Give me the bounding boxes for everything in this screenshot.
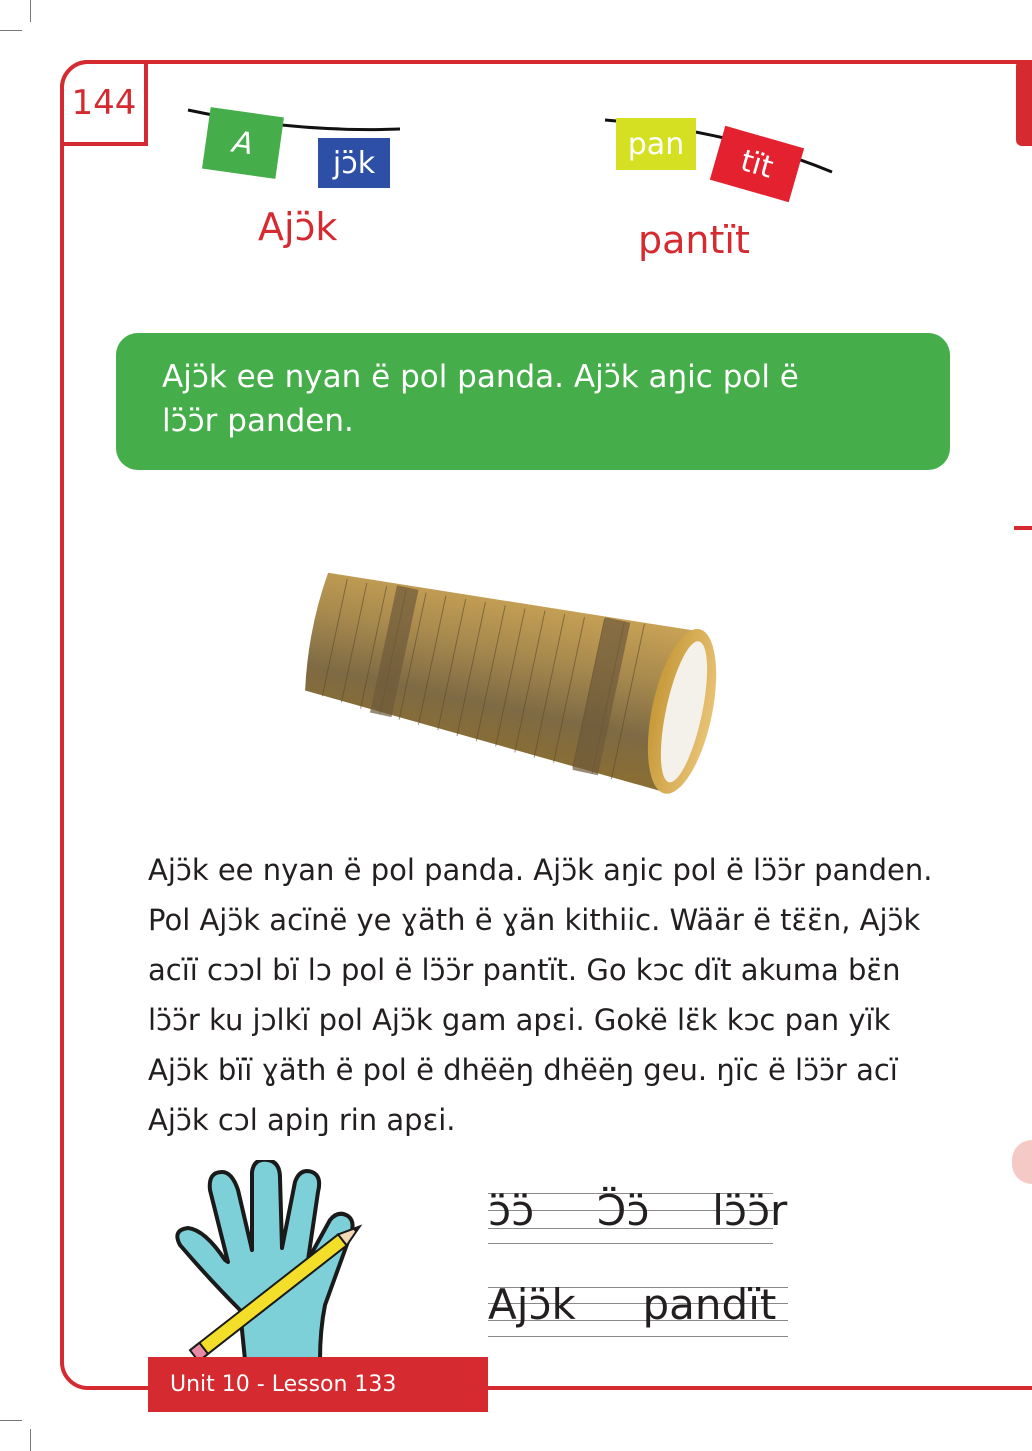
crop-mark (30, 0, 31, 22)
syllable-flag-pan (616, 118, 696, 170)
story-line: Ajɔ̈k cɔl apiŋ rin apɛi. (148, 1103, 456, 1137)
story-line: Ajɔ̈k ee nyan ë pol panda. Ajɔ̈k aŋic pol ë lɔ̈ɔ̈r panden. (148, 853, 933, 887)
practice-line-letters (488, 1186, 787, 1235)
syllable-text: A (230, 124, 256, 162)
syllable-text: jɔ̈k (332, 145, 376, 181)
lesson-footer (148, 1357, 488, 1412)
syllable-text: tït (736, 142, 778, 186)
syllable-flag-a (202, 107, 284, 179)
lesson-label: Unit 10 - Lesson 133 (170, 1372, 397, 1397)
highlight-line: lɔ̈ɔ̈r panden. (162, 403, 354, 439)
story-text (148, 845, 948, 1145)
story-line: Pol Ajɔ̈k acïnë ye ɣäth ë ɣän kithiic. Wäär ë tɛ̈ɛ̈n, Ajɔ̈k (148, 903, 921, 937)
page-number-box (60, 60, 148, 146)
word-pantit: pantït (638, 218, 750, 262)
crop-mark (0, 30, 22, 31)
guide-line (488, 1243, 773, 1244)
practice-line-words (488, 1280, 776, 1329)
syllable-flag-jok (318, 138, 390, 188)
practice-word: Ɔ̈ɔ̈ (596, 1186, 650, 1235)
practice-word: lɔ̈ɔ̈r (712, 1186, 788, 1235)
highlight-line: Ajɔ̈k ee nyan ë pol panda. Ajɔ̈k aŋic pol ë (162, 359, 799, 395)
drum-icon (290, 555, 750, 805)
hand-with-pencil-icon (170, 1160, 400, 1360)
practice-word: ɔ̈ɔ̈ (488, 1186, 535, 1235)
story-line: lɔ̈ɔ̈r ku jɔlkï pol Ajɔ̈k gam apɛi. Gokë lɛ̈k kɔc pan yïk (148, 1003, 891, 1037)
page-number: 144 (71, 83, 137, 123)
edge-tab-mark (1014, 526, 1032, 530)
crop-mark (30, 1429, 31, 1451)
word-ajok: Ajɔ̈k (258, 205, 338, 249)
practice-word: pandït (642, 1280, 777, 1329)
syllable-text: pan (627, 126, 685, 162)
edge-tab (1016, 60, 1032, 146)
guide-line (488, 1336, 788, 1337)
story-line: Ajɔ̈k bïï ɣäth ë pol ë dhëëŋ dhëëŋ geu. ŋïc ë lɔ̈ɔ̈r acï (148, 1053, 898, 1087)
practice-word: Ajɔ̈k (488, 1280, 576, 1329)
crop-mark (0, 1420, 22, 1421)
highlight-sentence-box (116, 333, 950, 470)
story-line: acïï cɔɔl bï lɔ pol ë lɔ̈ɔ̈r pantït. Go kɔc dït akuma bɛ̈n (148, 953, 901, 987)
